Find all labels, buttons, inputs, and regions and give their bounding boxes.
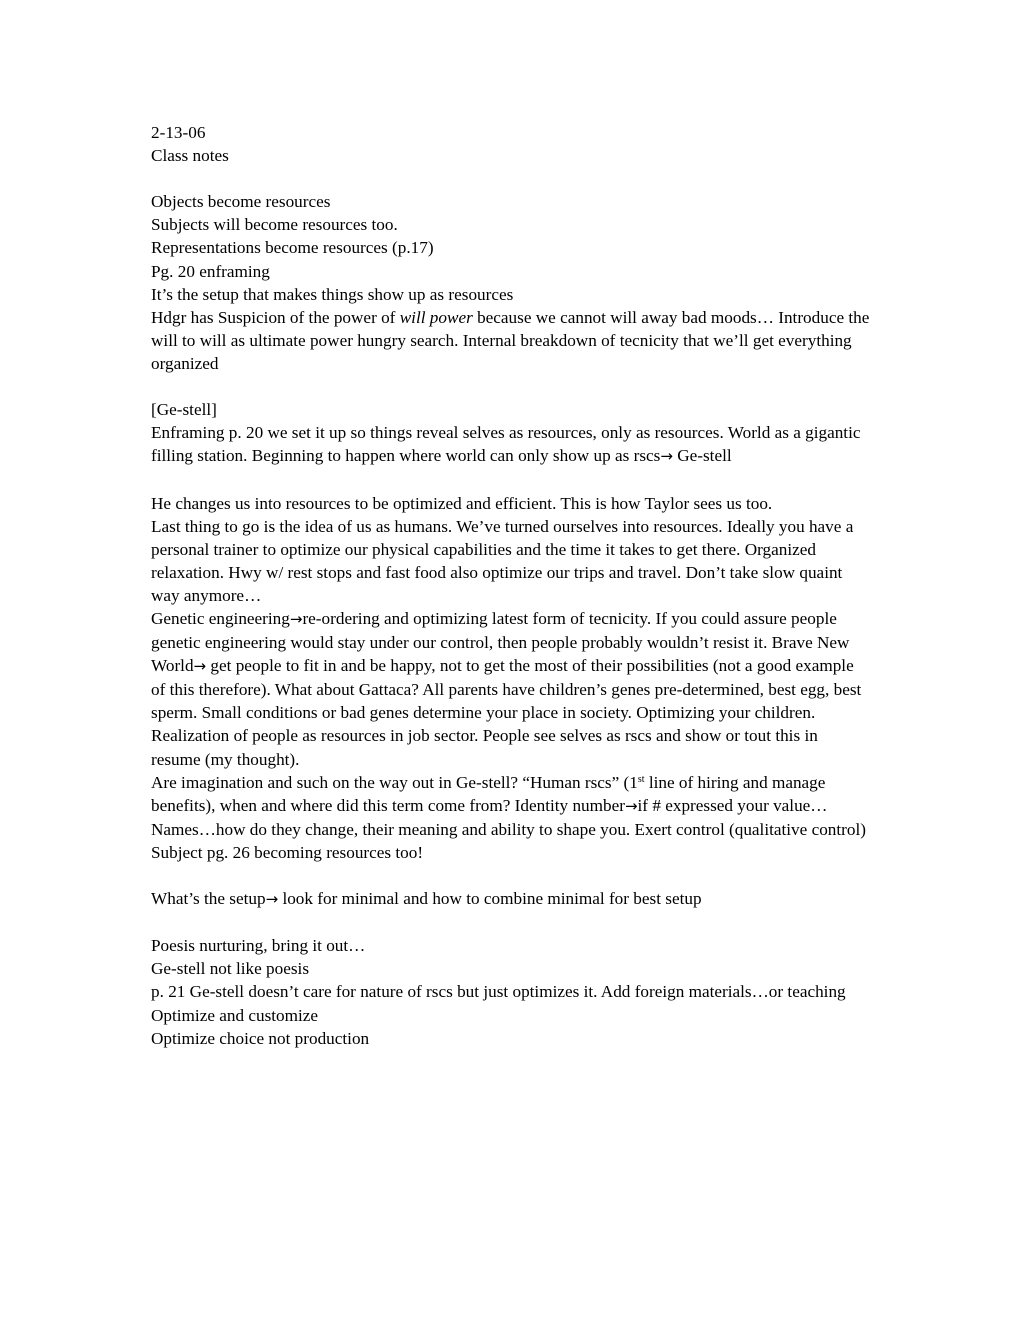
line-subjects: Subjects will become resources too.: [151, 215, 398, 235]
text-segment: line of hiring and manage benefits), when and where did this term come from? Identity number: [151, 772, 826, 815]
spacer: [151, 911, 871, 934]
arrow-right-icon: →: [289, 609, 303, 628]
text-segment: Hdgr has Suspicion of the power of: [151, 307, 400, 327]
notes-body: [151, 121, 871, 1050]
notes-heading: Class notes: [151, 146, 229, 166]
paragraph-p21: p. 21 Ge-stell doesn’t care for nature of rscs but just optimizes it. Add foreign materials…or teaching: [151, 982, 846, 1002]
paragraph-taylor: He changes us into resources to be optimized and efficient. This is how Taylor sees us too.: [151, 493, 773, 513]
line-enframing: Pg. 20 enframing: [151, 261, 270, 281]
line-optimize-customize: Optimize and customize: [151, 1005, 319, 1025]
text-segment: Are imagination and such on the way out in Ge-stell? “Human rscs” (1: [151, 772, 638, 792]
date-line: 2-13-06: [151, 123, 206, 142]
emphasis-will-power: will power: [399, 307, 473, 327]
paragraph-will-power: [151, 306, 871, 375]
text-segment: get people to fit in and be happy, not to get the most of their possibilities (not a good example of this therefore). What about Gattaca? All parents have children’s genes pre-determined, best egg, best sperm. Small conditions or bad genes determine your place in society. Optimizing your children. Realization of people as resources in job sector. People see selves as rscs and show or tout this in resume (my thought).: [151, 656, 862, 769]
paragraph-imagination: [151, 771, 871, 841]
spacer: [151, 468, 871, 491]
line-setup: It’s the setup that makes things show up as resources: [151, 284, 514, 304]
text-segment: look for minimal and how to combine minimal for best setup: [278, 889, 702, 909]
text-segment: Enframing p. 20 we set it up so things reveal selves as resources, only as resources. World as a gigantic filling station. Beginning to happen where world can only show up as rscs: [151, 423, 861, 466]
paragraph-genetic-engineering: [151, 607, 871, 771]
spacer: [151, 167, 871, 190]
line-representations: Representations become resources (p.17): [151, 238, 434, 258]
line-optimize-choice: Optimize choice not production: [151, 1028, 370, 1048]
line-ge-stell-heading: [Ge-stell]: [151, 400, 217, 420]
text-segment: Ge-stell: [672, 446, 732, 466]
spacer: [151, 375, 871, 398]
text-segment: Genetic engineering: [151, 608, 290, 628]
line-ge-stell-not-poesis: Ge-stell not like poesis: [151, 959, 310, 979]
line-poesis: Poesis nurturing, bring it out…: [151, 936, 366, 956]
text-segment: if # expressed your value… Names…how do they change, their meaning and ability to shape you. Exert control (qualitative control): [151, 795, 866, 839]
arrow-right-icon: →: [660, 447, 673, 466]
line-subject-pg26: Subject pg. 26 becoming resources too!: [151, 842, 424, 862]
arrow-right-icon: →: [624, 796, 638, 815]
arrow-right-icon: →: [193, 657, 207, 676]
paragraph-enframing: [151, 421, 871, 468]
text-segment: because we cannot will away bad moods… Introduce the will to will as ultimate power hungry search. Internal breakdown of tecnicity that we’ll get everything organized: [151, 307, 870, 373]
paragraph-whats-the-setup: [151, 887, 871, 911]
text-segment: re-ordering and optimizing latest form of tecnicity. If you could assure people genetic engineering would stay under our control, then people probably wouldn’t resist it. Brave New World: [151, 608, 850, 676]
spacer: [151, 864, 871, 887]
superscript-st: st: [637, 773, 645, 785]
arrow-right-icon: →: [265, 890, 279, 909]
line-objects: Objects become resources: [151, 192, 331, 212]
paragraph-humans: Last thing to go is the idea of us as humans. We’ve turned ourselves into resources. Ideally you have a personal trainer to optimize our physical capabilities and the time it takes to get there. Organized relaxation. Hwy w/ rest stops and fast food also optimize our trips and travel. Don’t take slow quaint way anymore…: [151, 516, 854, 605]
text-segment: What’s the setup: [151, 889, 266, 909]
